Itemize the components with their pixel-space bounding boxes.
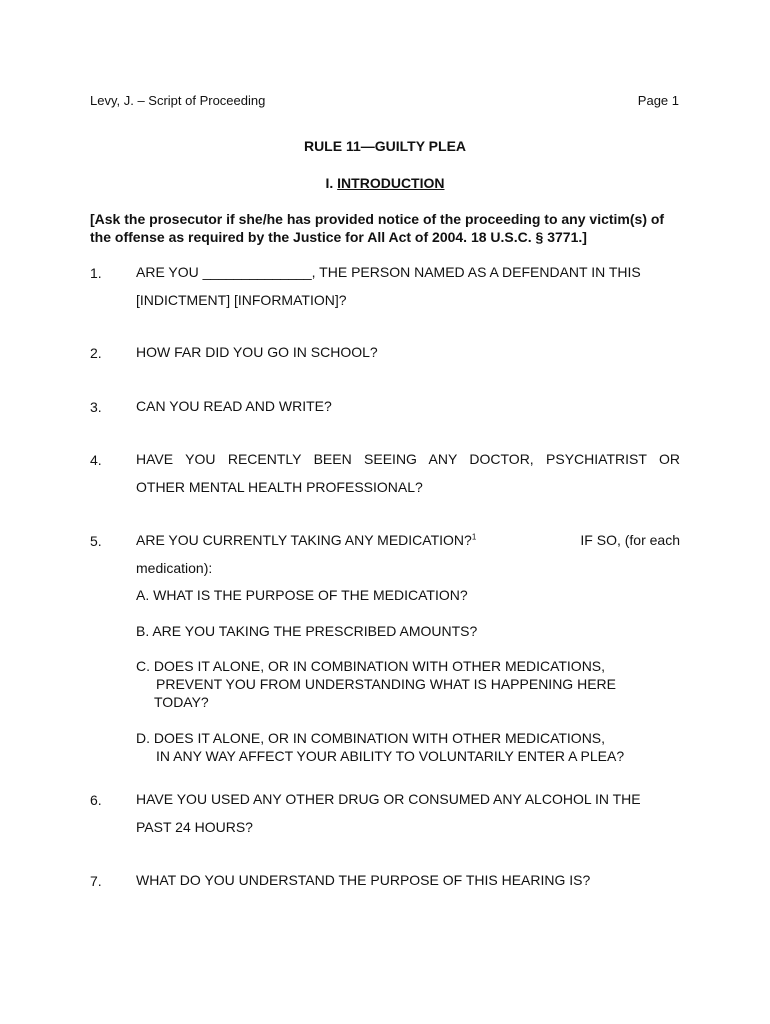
question-5-text: ARE YOU CURRENTLY TAKING ANY MEDICATION?$^1$ bbox=[136, 532, 477, 548]
question-7 bbox=[136, 866, 680, 894]
sub-item-d: D. DOES IT ALONE, OR IN COMBINATION WITH OTHER MEDICATIONS, IN ANY WAY AFFECT YOUR ABILITY TO VOLUNTARILY ENTER A PLEA? bbox=[136, 730, 625, 764]
document-title: RULE 11—GUILTY PLEA bbox=[303, 138, 467, 154]
question-line: HAVE YOU USED ANY OTHER DRUG OR CONSUMED ANY ALCOHOL IN THE bbox=[136, 791, 641, 807]
question-line: PAST 24 HOURS? bbox=[136, 819, 253, 835]
question-1 bbox=[136, 258, 680, 314]
question-2 bbox=[136, 338, 680, 366]
question-line: [INDICTMENT] [INFORMATION]? bbox=[136, 292, 347, 308]
page-number: Page 1 bbox=[637, 93, 679, 108]
section-name: INTRODUCTION bbox=[337, 175, 445, 191]
footnote-marker: 1 bbox=[471, 532, 477, 542]
question-3 bbox=[136, 392, 680, 420]
sub-item-b: B. ARE YOU TAKING THE PRESCRIBED AMOUNTS? bbox=[136, 623, 478, 639]
section-heading bbox=[0, 175, 770, 191]
running-header-left: Levy, J. – Script of Proceeding bbox=[90, 93, 266, 108]
question-number: 2. bbox=[90, 345, 102, 361]
question-line: WHAT DO YOU UNDERSTAND THE PURPOSE OF THIS HEARING IS? bbox=[136, 872, 591, 888]
sub-item-a: A. WHAT IS THE PURPOSE OF THE MEDICATION? bbox=[136, 587, 468, 603]
sub-item-c: C. DOES IT ALONE, OR IN COMBINATION WITH OTHER MEDICATIONS, PREVENT YOU FROM UNDERSTANDING WHAT IS HAPPENING HERE TODAY? bbox=[136, 658, 616, 710]
question-line: ARE YOU ______________, THE PERSON NAMED AS A DEFENDANT IN THIS bbox=[136, 264, 641, 280]
question-number: 6. bbox=[90, 792, 102, 808]
question-line: HOW FAR DID YOU GO IN SCHOOL? bbox=[136, 344, 378, 360]
question-number: 3. bbox=[90, 399, 102, 415]
question-4-line-1: HAVE YOU RECENTLY BEEN SEEING ANY DOCTOR, PSYCHIATRIST OR bbox=[136, 451, 680, 467]
question-5-line-1 bbox=[136, 526, 680, 554]
question-number: 7. bbox=[90, 873, 102, 889]
question-5-followup: IF SO, (for each bbox=[580, 532, 680, 548]
question-4-line-2: OTHER MENTAL HEALTH PROFESSIONAL? bbox=[136, 479, 423, 495]
question-number: 4. bbox=[90, 452, 102, 468]
question-line: CAN YOU READ AND WRITE? bbox=[136, 398, 332, 414]
question-number: 5. bbox=[90, 533, 102, 549]
question-6 bbox=[136, 785, 680, 841]
question-number: 1. bbox=[90, 265, 102, 281]
section-number: I. bbox=[325, 175, 338, 191]
bracketed-instruction: [Ask the prosecutor if she/he has provided notice of the proceeding to any victim(s) of the offense as required by the Justice for All Act of 2004. 18 U.S.C. § 3771.] bbox=[90, 211, 665, 245]
question-5-line-2: medication): bbox=[136, 560, 213, 576]
